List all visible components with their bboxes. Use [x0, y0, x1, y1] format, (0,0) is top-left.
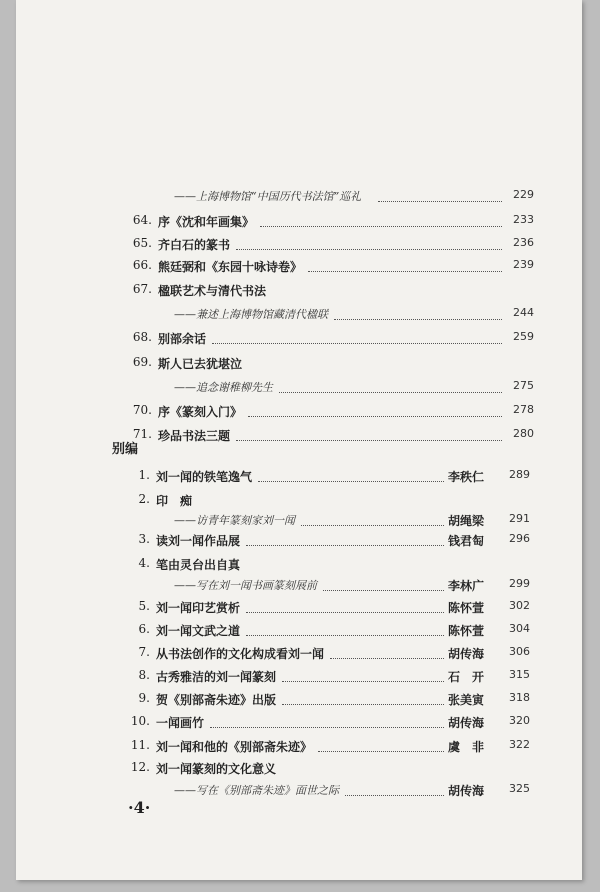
- entry-number: 67.: [132, 282, 152, 296]
- entry-title: 熊廷弼和《东园十咏诗卷》: [158, 260, 303, 274]
- leader-dots: [279, 391, 502, 393]
- entry-number: 8.: [138, 668, 150, 682]
- entry-author: 李林广: [447, 579, 484, 593]
- entry-author: 胡绳梁: [447, 514, 484, 528]
- list-item: [16, 782, 582, 802]
- entry-title: 贺《别部斋朱迹》出版: [156, 693, 277, 707]
- page-ref: 320: [509, 714, 530, 727]
- list-item: [16, 213, 582, 233]
- list-item: [16, 403, 582, 423]
- page-ref: 291: [509, 512, 530, 525]
- list-item: [16, 512, 582, 532]
- entry-title: 楹联艺术与清代书法: [158, 284, 267, 298]
- page-ref: 296: [509, 532, 530, 545]
- entry-number: 70.: [132, 403, 152, 417]
- page-ref: 299: [509, 577, 530, 590]
- entry-subtitle: ——访青年篆刻家刘一闻: [174, 514, 295, 527]
- entry-author: 钱君匋: [447, 534, 484, 548]
- list-item: [16, 188, 582, 208]
- entry-title: 别部余话: [158, 332, 207, 346]
- entry-number: 64.: [132, 213, 152, 227]
- list-item: [16, 330, 582, 350]
- leader-dots: [301, 524, 444, 526]
- list-item: [16, 668, 582, 688]
- leader-dots: [323, 589, 444, 591]
- entry-author: 胡传海: [447, 647, 484, 661]
- entry-number: 11.: [130, 738, 150, 752]
- list-item: [16, 714, 582, 734]
- entry-title: 刘一闻文武之道: [156, 624, 241, 638]
- leader-dots: [330, 657, 444, 659]
- entry-title: 序《篆刻入门》: [158, 405, 243, 419]
- entry-author: 李秩仁: [447, 470, 484, 484]
- list-item: [16, 306, 582, 326]
- page-ref: 322: [509, 738, 530, 751]
- page-ref: 315: [509, 668, 530, 681]
- entry-title: 笔由灵台出自真: [156, 558, 241, 572]
- list-item: [16, 258, 582, 278]
- leader-dots: [236, 248, 502, 250]
- entry-subtitle: ——兼述上海博物馆藏清代楹联: [174, 308, 328, 321]
- leader-dots: [260, 225, 502, 227]
- entry-number: 68.: [132, 330, 152, 344]
- entry-title: 古秀雅洁的刘一闻篆刻: [156, 670, 277, 684]
- list-item: [16, 577, 582, 597]
- page-ref: 306: [509, 645, 530, 658]
- entry-number: 9.: [138, 691, 150, 705]
- entry-title: 齐白石的篆书: [158, 238, 231, 252]
- entry-title: 从书法创作的文化构成看刘一闻: [156, 647, 325, 661]
- entry-number: 1.: [138, 468, 150, 482]
- leader-dots: [318, 750, 444, 752]
- list-item: [16, 599, 582, 619]
- list-item: [16, 691, 582, 711]
- entry-title: 刘一闻印艺赏析: [156, 601, 241, 615]
- entry-author: 虞 非: [447, 740, 484, 754]
- entry-author: 陈怀萱: [447, 624, 484, 638]
- entry-author: 胡传海: [447, 784, 484, 798]
- entry-title: 读刘一闻作品展: [156, 534, 241, 548]
- entry-subtitle: ——写在刘一闻书画篆刻展前: [174, 579, 317, 592]
- entry-author: 张美寅: [447, 693, 484, 707]
- entry-title: 刘一闻的铁笔逸气: [156, 470, 253, 484]
- entry-author: 石 开: [447, 670, 484, 684]
- leader-dots: [258, 480, 444, 482]
- page-ref: 233: [513, 213, 534, 226]
- list-item: [16, 532, 582, 552]
- entry-number: 7.: [138, 645, 150, 659]
- leader-dots: [334, 318, 502, 320]
- page-ref: 325: [509, 782, 530, 795]
- entry-title: 序《沈和年画集》: [158, 215, 255, 229]
- leader-dots: [345, 794, 444, 796]
- entry-title: 斯人已去犹堪泣: [158, 357, 243, 371]
- entry-title: 刘一闻篆刻的文化意义: [156, 762, 277, 776]
- leader-dots: [248, 415, 502, 417]
- list-item: [16, 556, 582, 576]
- list-item: [16, 427, 582, 447]
- page-ref: 302: [509, 599, 530, 612]
- leader-dots: [282, 680, 444, 682]
- list-item: [16, 738, 582, 758]
- leader-dots: [246, 611, 444, 613]
- entry-number: 5.: [138, 599, 150, 613]
- leader-dots: [378, 200, 502, 202]
- entry-number: 3.: [138, 532, 150, 546]
- list-item: [16, 622, 582, 642]
- entry-subtitle: ——写在《别部斋朱迹》面世之际: [174, 784, 339, 797]
- section-title: 别编: [112, 442, 139, 457]
- page-ref: 289: [509, 468, 530, 481]
- book-page: [16, 0, 582, 880]
- entry-subtitle: ——追念谢稚柳先生: [174, 381, 273, 394]
- page-ref: 278: [513, 403, 534, 416]
- entry-title: 一闻画竹: [156, 716, 205, 730]
- entry-number: 65.: [132, 236, 152, 250]
- page-ref: 244: [513, 306, 534, 319]
- list-item: [16, 645, 582, 665]
- page-ref: 275: [513, 379, 534, 392]
- leader-dots: [282, 703, 444, 705]
- entry-number: 2.: [138, 492, 150, 506]
- leader-dots: [308, 270, 502, 272]
- list-item: [16, 468, 582, 488]
- entry-number: 71.: [132, 427, 152, 441]
- entry-number: 66.: [132, 258, 152, 272]
- entry-number: 69.: [132, 355, 152, 369]
- entry-author: 陈怀萱: [447, 601, 484, 615]
- list-item: [16, 282, 582, 302]
- entry-number: 10.: [130, 714, 150, 728]
- entry-title: 印 痴: [156, 494, 193, 508]
- leader-dots: [236, 439, 502, 441]
- table-of-contents: [16, 0, 582, 880]
- leader-dots: [246, 544, 444, 546]
- list-item: [16, 355, 582, 375]
- list-item: [16, 760, 582, 780]
- entry-number: 4.: [138, 556, 150, 570]
- entry-title: 刘一闻和他的《别部斋朱迹》: [156, 740, 313, 754]
- page-ref: 236: [513, 236, 534, 249]
- list-item: [16, 379, 582, 399]
- leader-dots: [246, 634, 444, 636]
- list-item: [16, 492, 582, 512]
- page-ref: 318: [509, 691, 530, 704]
- page-ref: 280: [513, 427, 534, 440]
- entry-number: 6.: [138, 622, 150, 636]
- entry-author: 胡传海: [447, 716, 484, 730]
- leader-dots: [210, 726, 444, 728]
- leader-dots: [212, 342, 502, 344]
- entry-title: 珍品书法三题: [158, 429, 231, 443]
- list-item: [16, 236, 582, 256]
- page-ref: 259: [513, 330, 534, 343]
- page-ref: 229: [513, 188, 534, 201]
- page-ref: 239: [513, 258, 534, 271]
- entry-number: 12.: [130, 760, 150, 774]
- entry-subtitle: ——上海博物馆“中国历代书法馆”巡礼: [174, 190, 362, 203]
- page-ref: 304: [509, 622, 530, 635]
- page-number: ·4·: [128, 798, 151, 817]
